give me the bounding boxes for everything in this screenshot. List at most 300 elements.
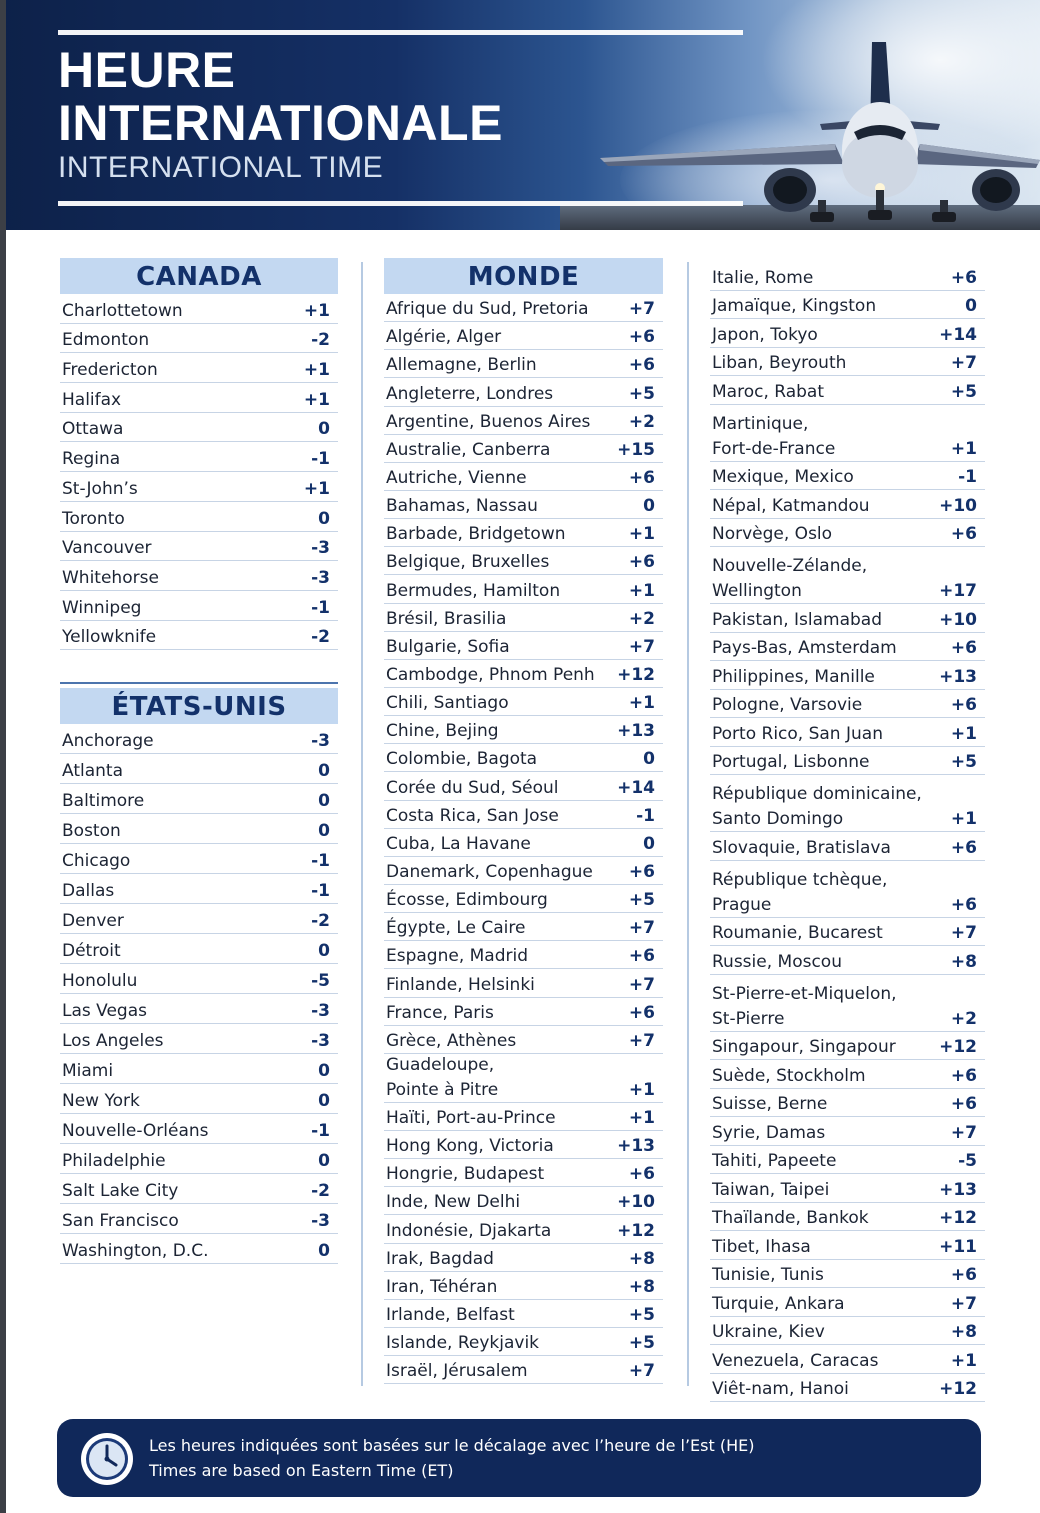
time-offset: +14	[939, 324, 977, 345]
location-name	[386, 637, 510, 658]
time-offset: +6	[628, 355, 655, 376]
location-name-line: Guadeloupe,	[386, 1054, 495, 1075]
location-name	[712, 952, 842, 973]
location-name-line: Pologne, Varsovie	[712, 695, 863, 715]
list-item	[60, 724, 338, 754]
location-name-line: Russie, Moscou	[712, 951, 842, 972]
location-name-line: Vancouver	[62, 538, 152, 559]
location-name-line: Whitehorse	[62, 567, 159, 588]
location-name-line: Iran, Téhéran	[386, 1276, 498, 1297]
time-offset: -1	[958, 467, 977, 487]
header-rule-top	[58, 30, 743, 35]
time-offset: +6	[628, 1002, 655, 1023]
time-offset: 0	[318, 508, 330, 529]
list-item	[384, 294, 663, 322]
list-item	[384, 547, 663, 575]
location-name	[386, 1305, 515, 1326]
time-offset: +6	[628, 861, 655, 882]
list-item	[710, 1374, 985, 1403]
monde-list	[384, 294, 663, 1384]
location-name-line: Hong Kong, Victoria	[386, 1136, 554, 1157]
location-name	[386, 806, 559, 827]
usa-divider	[60, 682, 338, 684]
location-name-line: Tunisie, Tunis	[712, 1265, 824, 1285]
location-name	[386, 975, 535, 996]
time-offset: +6	[950, 267, 977, 288]
location-name-line: Brésil, Brasilia	[386, 608, 507, 629]
location-name-line: Inde, New Delhi	[386, 1192, 521, 1213]
location-name	[386, 778, 559, 799]
list-item	[60, 294, 338, 324]
time-offset: +13	[617, 721, 655, 742]
time-offset: +11	[939, 1236, 977, 1257]
list-item	[60, 442, 338, 472]
time-offset: +1	[628, 693, 655, 714]
list-item	[60, 994, 338, 1024]
time-offset: 0	[318, 1061, 330, 1081]
title-line-2: INTERNATIONALE	[58, 95, 503, 151]
list-item	[710, 832, 985, 861]
location-name	[712, 1265, 824, 1286]
location-name-line: Yellowknife	[62, 627, 157, 648]
location-name-line: Autriche, Vienne	[386, 467, 527, 488]
location-name-line: Chili, Santiago	[386, 693, 509, 714]
list-item	[384, 885, 663, 913]
location-name-line: Algérie, Alger	[386, 327, 502, 348]
location-name-line: Costa Rica, San Jose	[386, 805, 559, 826]
time-offset: -1	[636, 805, 655, 826]
time-offset: +6	[628, 467, 655, 488]
time-offset: -1	[311, 597, 330, 618]
location-name	[62, 1181, 178, 1202]
location-name-line: Las Vegas	[62, 1001, 147, 1021]
list-item	[710, 1203, 985, 1232]
time-offset: +7	[628, 636, 655, 657]
location-name-line: Italie, Rome	[712, 267, 814, 288]
time-offset: +1	[628, 1107, 655, 1128]
location-name-line: Belgique, Bruxelles	[386, 552, 550, 573]
list-item	[60, 1234, 338, 1264]
location-name-line: Danemark, Copenhague	[386, 861, 593, 882]
location-name-line: Colombie, Bagota	[386, 749, 538, 770]
location-name-line: Denver	[62, 911, 124, 931]
location-name	[62, 1151, 166, 1172]
time-offset: +7	[950, 1293, 977, 1314]
location-name	[712, 325, 818, 346]
location-name-line: Pays-Bas, Amsterdam	[712, 638, 897, 658]
time-offset: +8	[950, 1322, 977, 1342]
location-name-line: Cambodge, Phnom Penh	[386, 664, 595, 685]
location-name-line: Islande, Reykjavik	[386, 1333, 540, 1354]
time-offset: +2	[950, 1008, 977, 1029]
list-item	[60, 472, 338, 502]
list-item	[710, 861, 985, 918]
time-offset: -1	[311, 851, 330, 871]
list-item	[710, 918, 985, 947]
list-item	[60, 1024, 338, 1054]
page-left-edge	[0, 0, 6, 1513]
location-name	[712, 496, 870, 517]
time-offset: +1	[303, 300, 330, 321]
location-name	[712, 724, 883, 745]
location-name	[62, 509, 125, 530]
location-name	[386, 609, 506, 630]
location-name-line: Pointe à Pitre	[386, 1079, 499, 1100]
location-name-line: Tahiti, Papeete	[712, 1151, 837, 1171]
location-name	[712, 353, 846, 374]
location-name	[62, 449, 120, 470]
location-name	[712, 556, 867, 602]
list-item	[384, 1328, 663, 1356]
canada-heading: CANADA	[60, 258, 338, 294]
time-offset: +12	[617, 1220, 655, 1241]
list-item	[710, 775, 985, 832]
location-name	[712, 870, 887, 916]
location-name-line: République dominicaine,	[712, 784, 922, 804]
list-item	[60, 904, 338, 934]
list-item	[60, 1144, 338, 1174]
time-offset: +1	[303, 478, 330, 499]
location-name-line: Haïti, Port-au-Prince	[386, 1107, 556, 1128]
time-offset: +10	[939, 609, 977, 630]
location-name-line: Détroit	[62, 941, 121, 961]
location-name-line: Wellington	[712, 581, 802, 601]
time-offset: +6	[628, 1164, 655, 1185]
location-name-line: San Francisco	[62, 1211, 179, 1231]
location-name-line: Charlottetown	[62, 300, 183, 321]
location-name-line: Edmonton	[62, 330, 150, 351]
list-item	[710, 1060, 985, 1089]
location-name-line: Santo Domingo	[712, 809, 844, 829]
time-offset: +6	[628, 946, 655, 967]
time-offset: +10	[617, 1192, 655, 1213]
location-name-line: Suisse, Berne	[712, 1094, 828, 1114]
location-name	[386, 552, 549, 573]
location-name-line: Toronto	[62, 508, 125, 529]
location-name	[712, 1123, 825, 1144]
time-offset: +6	[950, 1065, 977, 1086]
list-item	[710, 1288, 985, 1317]
time-offset: +8	[950, 951, 977, 972]
list-item	[384, 857, 663, 885]
list-item	[710, 519, 985, 548]
location-name-line: Indonésie, Djakarta	[386, 1220, 552, 1241]
location-name	[712, 524, 832, 545]
location-name-line: Bulgarie, Sofia	[386, 636, 510, 657]
location-name-line: Chicago	[62, 851, 131, 871]
list-item	[384, 1300, 663, 1328]
location-name	[386, 1055, 498, 1101]
header-banner	[0, 0, 1040, 230]
footer-text-fr: Les heures indiquées sont basées sur le décalage avec l’heure de l’Est (HE)	[149, 1436, 755, 1455]
location-name-line: Martinique,	[712, 413, 809, 434]
location-name-line: Japon, Tokyo	[712, 324, 818, 345]
location-name-line: Taiwan, Taipei	[712, 1179, 830, 1200]
location-name-line: Portugal, Lisbonne	[712, 752, 870, 772]
location-name	[386, 496, 538, 517]
time-offset: 0	[643, 833, 655, 854]
location-name	[386, 1003, 494, 1024]
list-item	[710, 1317, 985, 1346]
location-name	[712, 268, 813, 289]
location-name	[712, 414, 835, 460]
location-name-line: Égypte, Le Caire	[386, 918, 526, 939]
time-offset: +13	[939, 666, 977, 687]
location-name-line: Anchorage	[62, 731, 154, 751]
location-name	[386, 1192, 520, 1213]
time-offset: +10	[939, 495, 977, 516]
location-name-line: Viêt-nam, Hanoi	[712, 1379, 849, 1399]
monde-continued-section	[710, 262, 985, 1402]
location-name	[386, 468, 527, 489]
list-item	[710, 1089, 985, 1118]
usa-heading: ÉTATS-UNIS	[60, 688, 338, 724]
time-offset: +7	[628, 1030, 655, 1051]
location-name-line: Espagne, Madrid	[386, 946, 529, 967]
list-item	[710, 319, 985, 348]
list-item	[384, 941, 663, 969]
list-item	[710, 1174, 985, 1203]
location-name	[386, 721, 499, 742]
time-offset: +2	[628, 608, 655, 629]
time-offset: +6	[950, 1265, 977, 1285]
time-offset: 0	[318, 791, 330, 811]
time-offset: +7	[628, 299, 655, 320]
list-item	[60, 324, 338, 354]
location-name	[62, 731, 154, 752]
time-offset: -2	[311, 627, 330, 648]
location-name-line: Népal, Katmandou	[712, 495, 870, 516]
footer-text-en: Times are based on Eastern Time (ET)	[149, 1461, 454, 1480]
list-item	[710, 348, 985, 377]
location-name-line: Tibet, Ihasa	[712, 1236, 811, 1257]
time-offset: -2	[311, 911, 330, 931]
list-item	[60, 413, 338, 443]
location-name-line: St-John’s	[62, 478, 138, 499]
location-name	[386, 440, 550, 461]
location-name	[712, 752, 869, 773]
time-offset: +15	[617, 439, 655, 460]
list-item	[710, 661, 985, 690]
list-item	[60, 1174, 338, 1204]
time-offset: +7	[628, 974, 655, 995]
time-offset: +6	[950, 638, 977, 658]
location-name-line: Suède, Stockholm	[712, 1065, 866, 1086]
location-name	[386, 693, 509, 714]
time-offset: +7	[950, 353, 977, 373]
location-name-line: Prague	[712, 894, 772, 915]
location-name	[712, 1294, 845, 1315]
list-item	[384, 829, 663, 857]
time-offset: +8	[628, 1276, 655, 1297]
time-offset: -3	[311, 1001, 330, 1021]
location-name	[712, 1037, 896, 1058]
location-name	[712, 1151, 836, 1172]
time-offset: +1	[950, 438, 977, 459]
location-name-line: Australie, Canberra	[386, 439, 551, 460]
list-item	[384, 1356, 663, 1384]
time-offset: -5	[958, 1151, 977, 1171]
time-offset: +1	[950, 1350, 977, 1371]
location-name-line: Ottawa	[62, 419, 124, 440]
location-name-line: Thaïlande, Bankok	[712, 1208, 869, 1228]
time-offset: +1	[628, 1079, 655, 1100]
time-offset: 0	[318, 821, 330, 841]
location-name-line: Fort-de-France	[712, 438, 836, 459]
location-name	[62, 911, 124, 932]
list-item	[384, 1103, 663, 1131]
location-name	[62, 1031, 164, 1052]
list-item	[710, 376, 985, 405]
location-name	[386, 834, 531, 855]
location-name	[62, 1241, 208, 1262]
time-offset: +6	[950, 524, 977, 544]
location-name-line: République tchèque,	[712, 869, 888, 890]
location-name-line: Jamaïque, Kingston	[712, 296, 877, 316]
time-offset: +6	[950, 894, 977, 915]
location-name-line: Finlande, Helsinki	[386, 974, 535, 995]
location-name	[712, 1208, 869, 1229]
time-offset: -2	[311, 1181, 330, 1201]
location-name	[712, 667, 875, 688]
column-divider	[687, 262, 689, 1386]
location-name	[386, 412, 590, 433]
time-offset: 0	[318, 1151, 330, 1171]
location-name-line: Irak, Bagdad	[386, 1248, 494, 1269]
list-item	[60, 1084, 338, 1114]
time-offset: +12	[939, 1037, 977, 1057]
time-offset: 0	[318, 1091, 330, 1111]
list-item	[384, 519, 663, 547]
location-name-line: Halifax	[62, 389, 122, 410]
list-item	[60, 1204, 338, 1234]
location-name	[386, 524, 566, 545]
list-item	[384, 463, 663, 491]
list-item	[384, 1215, 663, 1243]
time-offset: +1	[628, 524, 655, 545]
location-name	[62, 301, 183, 322]
location-name	[386, 1249, 494, 1270]
location-name	[386, 355, 537, 376]
location-name-line: Boston	[62, 821, 121, 841]
location-name	[386, 327, 501, 348]
list-item	[60, 754, 338, 784]
location-name-line: Turquie, Ankara	[712, 1293, 845, 1314]
location-name	[712, 1237, 811, 1258]
list-item	[384, 1244, 663, 1272]
clock-icon	[79, 1431, 135, 1487]
list-item	[384, 1159, 663, 1187]
location-name-line: Baltimore	[62, 791, 145, 811]
footer-note	[57, 1419, 981, 1497]
list-item	[710, 1260, 985, 1289]
location-name-line: Écosse, Edimbourg	[386, 890, 548, 911]
location-name-line: St-Pierre-et-Miquelon,	[712, 983, 897, 1004]
location-name	[712, 784, 922, 830]
location-name-line: Nouvelle-Zélande,	[712, 556, 868, 576]
list-item	[60, 844, 338, 874]
location-name-line: Israël, Jérusalem	[386, 1361, 528, 1382]
monde-section	[384, 258, 663, 1384]
location-name	[386, 1361, 528, 1382]
location-name	[712, 984, 897, 1030]
time-offset: -3	[311, 567, 330, 588]
location-name	[386, 918, 525, 939]
location-name	[62, 627, 156, 648]
page-subtitle: INTERNATIONAL TIME	[58, 151, 384, 184]
list-item	[384, 969, 663, 997]
list-item	[710, 747, 985, 776]
location-name-line: Angleterre, Londres	[386, 383, 554, 404]
header-rule-bottom	[58, 201, 743, 206]
list-item	[710, 1345, 985, 1374]
time-offset: +2	[628, 411, 655, 432]
location-name	[386, 749, 537, 770]
location-name	[712, 1351, 878, 1372]
list-item	[384, 435, 663, 463]
location-name-line: Bahamas, Nassau	[386, 496, 538, 517]
location-name	[386, 1333, 539, 1354]
location-name	[712, 1322, 825, 1343]
time-offset: +5	[628, 890, 655, 911]
location-name	[62, 568, 159, 589]
list-item	[60, 1054, 338, 1084]
location-name-line: Irlande, Belfast	[386, 1304, 515, 1325]
time-offset: +5	[628, 383, 655, 404]
time-offset: +6	[950, 695, 977, 715]
time-offset: -3	[311, 1031, 330, 1051]
location-name	[712, 467, 854, 488]
location-name-line: Philippines, Manille	[712, 666, 875, 687]
list-item	[710, 1231, 985, 1260]
time-offset: +12	[939, 1208, 977, 1228]
location-name	[712, 838, 891, 859]
location-name	[712, 638, 897, 659]
location-name	[386, 1221, 551, 1242]
list-item	[60, 591, 338, 621]
time-offset: 0	[318, 761, 330, 781]
time-offset: 0	[318, 419, 330, 440]
location-name	[386, 665, 595, 686]
location-name	[62, 1001, 147, 1022]
location-name-line: Chine, Bejing	[386, 721, 499, 742]
list-item	[60, 814, 338, 844]
location-name	[712, 610, 882, 631]
location-name	[62, 791, 144, 812]
time-offset: 0	[965, 296, 977, 316]
page-title	[58, 44, 503, 150]
location-name-line: Slovaquie, Bratislava	[712, 837, 891, 858]
location-name-line: Corée du Sud, Séoul	[386, 777, 559, 798]
location-name	[386, 862, 593, 883]
list-item	[384, 491, 663, 519]
location-name	[386, 581, 560, 602]
time-offset: +1	[628, 580, 655, 601]
time-offset: 0	[318, 941, 330, 961]
time-offset: +14	[617, 777, 655, 798]
time-offset: +5	[950, 381, 977, 402]
time-offset: -1	[311, 881, 330, 901]
time-offset: +6	[950, 837, 977, 858]
location-name	[62, 761, 123, 782]
location-name-line: Porto Rico, San Juan	[712, 723, 883, 744]
list-item	[710, 604, 985, 633]
time-offset: +1	[303, 360, 330, 381]
list-item	[60, 502, 338, 532]
list-item	[384, 998, 663, 1026]
location-name-line: Philadelphie	[62, 1151, 166, 1171]
list-item	[710, 633, 985, 662]
